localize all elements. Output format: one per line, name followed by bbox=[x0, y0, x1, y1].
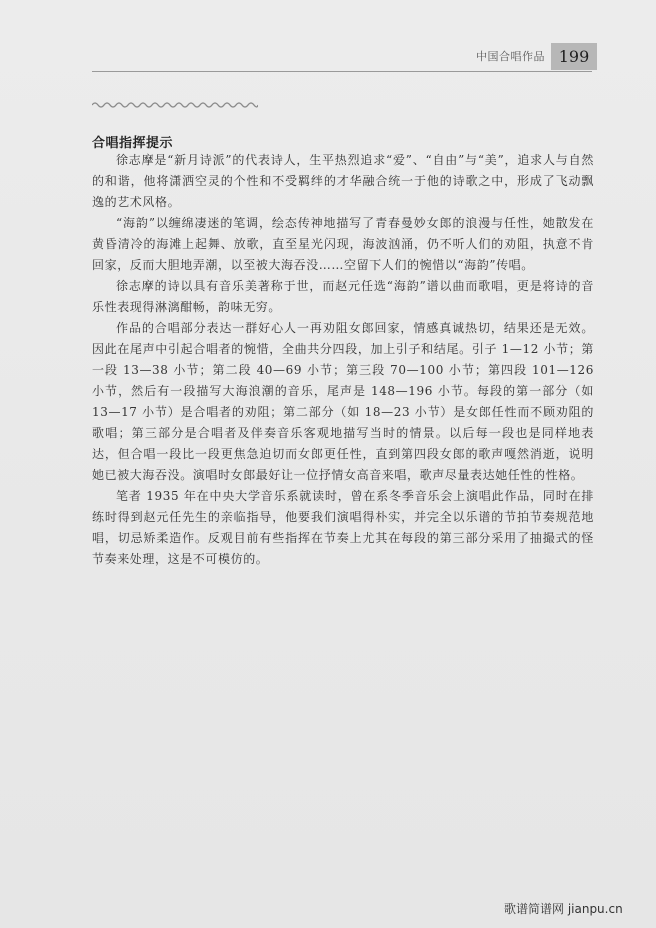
paragraph: 徐志摩是“新月诗派”的代表诗人，生平热烈追求“爱”、“自由”与“美”，追求人与自然的和谐，他将潇洒空灵的个性和不受羁绊的才华融合统一于他的诗歌之中，形成了飞动飘逸的艺术风格。 bbox=[92, 153, 594, 209]
running-title: 中国合唱作品 bbox=[476, 50, 545, 63]
paragraph: 笔者 1935 年在中央大学音乐系就读时，曾在系冬季音乐会上演唱此作品，同时在排练时得到赵元任先生的亲临指导，他要我们演唱得朴实，并完全以乐谱的节拍节奏规范地唱，切忌矫柔造作。反观目前有些指挥在节奏上尤其在每段的第三部分采用了抽撮式的怪节奏来处理，这是不可模仿的。 bbox=[92, 489, 594, 566]
paragraph: 作品的合唱部分表达一群好心人一再劝阻女郎回家，情感真诚热切，结果还是无效。因此在尾声中引起合唱者的惋惜，全曲共分四段，加上引子和结尾。引子 1—12 小节；第一段 13—38 小节；第二段 40—69 小节；第三段 70—100 小节；第四段 101—126 小节，然后有一段描写大海浪潮的音乐，尾声是 148—196 小节。每段的第一部分（如 13—17 小节）是合唱者的劝阻；第二部分（如 18—23 小节）是女郎任性而不顾劝阻的歌唱；第三部分是合唱者及伴奏音乐客观地描写当时的情景。以后每一段也是同样地表达，但合唱一段比一段更焦急迫切而女郎更任性，直到第四段女郎的歌声嘎然消逝，说明她已被大海吞没。演唱时女郎最好让一位抒情女高音来唱，歌声尽量表达她任性的性格。 bbox=[92, 321, 594, 482]
page-number-box bbox=[551, 43, 597, 70]
body-text bbox=[92, 150, 594, 570]
page-number: 199 bbox=[558, 47, 590, 66]
site-watermark: 歌谱简谱网 jianpu.cn bbox=[504, 902, 623, 916]
paragraph: “海韵”以缠绵凄迷的笔调，绘态传神地描写了青春曼妙女郎的浪漫与任性，她散发在黄昏清冷的海滩上起舞、放歌，直至星光闪现，海波汹涌，仍不听人们的劝阻，执意不肯回家，反而大胆地弄潮，以至被大海吞没……空留下人们的惋惜以“海韵”传唱。 bbox=[92, 216, 594, 272]
section-heading: 合唱指挥提示 bbox=[92, 136, 174, 151]
paragraph: 徐志摩的诗以具有音乐美著称于世，而赵元任选“海韵”谱以曲而歌唱，更是将诗的音乐性表现得淋漓酣畅，韵味无穷。 bbox=[92, 279, 594, 314]
wave-ornament bbox=[92, 100, 258, 110]
header-rule bbox=[92, 71, 592, 72]
